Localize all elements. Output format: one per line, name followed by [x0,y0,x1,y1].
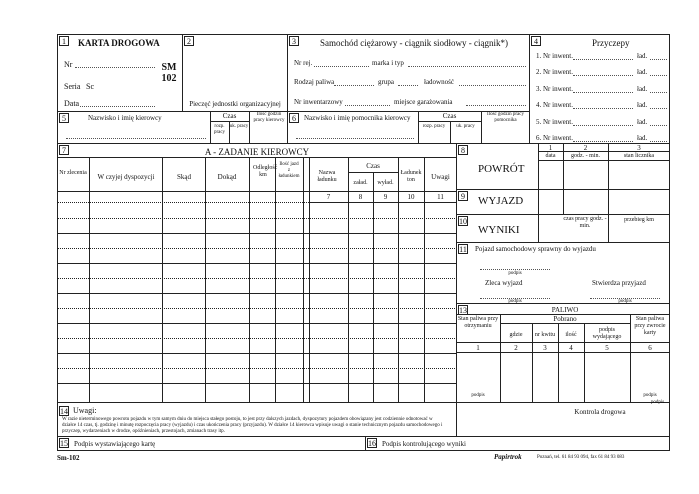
col-nazwa-ladunku: Nazwa ładunku [317,170,337,183]
czas-label: Czas [222,112,237,120]
marka-label: marka i typ [372,59,404,67]
task-row-line[interactable] [57,248,457,249]
wyjazd-label: WYJAZD [478,195,524,207]
col-dokad: Dokąd [217,173,237,181]
col-nr-zlecenia: Nr zlecenia [59,170,87,176]
vehicle-title: Samochód ciężarowy - ciągnik siodłowy - ciągnik*) [320,38,508,48]
col-uwagi: Uwagi [431,173,450,181]
col-czas: Czas [366,162,380,170]
lad-field[interactable] [650,141,667,142]
trailer-field[interactable] [573,141,633,142]
task-column-divider [275,157,276,403]
lad-field[interactable] [650,125,667,126]
lad-field[interactable] [650,108,667,109]
divider [538,214,539,243]
publisher-contact: Poznań, tel. 61 84 93 094, fax 61 84 93 083 [537,455,625,460]
section-number: 8 [458,145,468,155]
fuel-num-1: 1 [476,344,480,352]
miejsce-field[interactable] [466,105,526,106]
helper-field[interactable] [296,138,414,139]
nr-label: Nr [64,60,73,69]
ilosc-godzin-label: Ilość godzin pracy kierowcy [253,112,285,123]
col-zalad: załad. [353,180,368,186]
section-number: 10 [459,217,467,226]
trailer-3: 3. Nr inwent. [536,85,573,93]
trailer-field[interactable] [573,75,633,76]
col-num-10: 10 [407,193,415,201]
fuel-num-4: 4 [569,344,573,352]
lad-label: ład. [637,85,648,93]
stan-przy-zwrocie: Stan paliwa przy zwrocie karty [634,316,666,336]
form-code-number: 102 [161,73,177,84]
trailer-field[interactable] [573,59,633,60]
divider [57,202,309,203]
uk-label: uk. pracy [229,124,249,129]
task-row-line[interactable] [57,218,457,219]
section-number: 6 [289,113,299,123]
task-row-line[interactable] [57,353,457,354]
trailer-6: 6. Nr inwent. [536,134,573,142]
section-number: 7 [59,145,69,155]
pojazd-signature-field[interactable] [480,269,550,270]
grupa-field[interactable] [398,85,418,86]
podpis-label: podpis [650,400,665,405]
head-licznik: stan licznika [623,153,655,159]
task-row-line[interactable] [57,308,457,309]
stamp-label: Pieczęć jednostki organizacyjnej [189,100,281,108]
task-row-line[interactable] [57,293,457,294]
col-wylad: wyład. [377,180,394,186]
czas-pracy-label: czas pracy godz. - min. [563,216,607,229]
marka-field[interactable] [408,66,526,67]
lad-label: ład. [637,68,648,76]
driver-label: Nazwisko i imię kierowcy [88,114,162,122]
driver-field[interactable] [66,138,206,139]
col-odleglosc: Odległość km [253,165,278,178]
stan-przy-otrzymaniu: Stan paliwa przy otrzymaniu [457,316,499,329]
task-row-line[interactable] [57,368,457,369]
lad-field[interactable] [650,92,667,93]
podpis-label: podpis [643,393,657,398]
nr-inwentarzowy-field[interactable] [345,105,390,106]
divider [456,402,457,437]
podpis-label: podpis [508,271,522,276]
data-field[interactable] [80,106,155,107]
col-ladunek: Ładunek ton [400,170,422,183]
section-number: 16 [368,439,376,448]
top-num-2: 2 [583,144,588,152]
czas-label: Czas [442,112,457,120]
form-code-footer: Sm-102 [57,454,80,462]
nr-rej-field[interactable] [314,66,369,67]
task-column-divider [89,157,90,403]
rozp-label: rozp. pracy [213,124,226,135]
kontrola-label: Kontrola drogowa [574,408,626,416]
form-code: SM [161,62,177,73]
section-number: 15 [60,439,68,448]
nr-rej-label: Nr rej. [294,59,313,67]
divider [57,191,457,192]
top-num-1: 1 [548,144,553,152]
uk-label: uk. pracy [456,124,475,129]
uwagi-label: Uwagi: [73,406,97,415]
miejsce-label: miejsce garażowania [394,98,453,106]
col-num-8: 8 [358,193,363,201]
divider [309,202,457,203]
col-ilosc-jazd: Ilość jazd z ładunkiem [278,162,300,179]
nr-field[interactable] [75,67,155,68]
trailer-field[interactable] [573,125,633,126]
brand-logo: Papirtrok [494,453,522,461]
gdzie-label: gdzie [509,332,523,338]
nr-inwentarzowy-label: Nr inwentarzowy [294,98,343,106]
trailer-5: 5. Nr inwent. [536,118,573,126]
zleca-label: Zleca wyjazd [485,279,523,287]
trailer-1: 1. Nr inwent. [536,52,573,60]
section-number: 1 [59,36,69,46]
fuel-num-6: 6 [648,344,652,352]
divider [57,157,457,158]
section-number: 4 [531,36,541,46]
col-dyspozycja: W czyjej dyspozycji [97,173,155,181]
section-number: 3 [289,36,299,46]
fuel-num-5: 5 [605,344,609,352]
fuel-num-2: 2 [514,344,518,352]
lad-label: ład. [637,101,648,109]
divider [538,160,670,161]
lad-label: ład. [637,134,648,142]
divider [608,214,609,243]
task-row-line[interactable] [57,263,457,264]
podpis-wystawiajacego: Podpis wystawiającego kartę [74,440,156,448]
divider [563,189,564,215]
task-column-divider [205,157,206,403]
section-number: 11 [459,245,467,254]
task-row-line[interactable] [57,338,457,339]
rodzaj-paliwa-label: Rodzaj paliwa [294,78,335,86]
divider [500,314,501,403]
task-row-line[interactable] [57,233,457,234]
ladownosc-label: ładowność [424,78,454,86]
task-column-divider [303,157,304,403]
trailer-field[interactable] [573,92,633,93]
divider [608,189,609,215]
col-num-11: 11 [437,193,444,201]
section-number: 14 [60,407,68,416]
podpis-wydajacego-label: podpis wydającego [592,327,622,340]
data-label: Data [64,99,80,108]
powrot-label: POWRÓT [478,163,525,175]
ladownosc-field[interactable] [459,85,526,86]
section-number: 13 [459,306,467,315]
nr-kwitu-label: nr kwitu [534,332,556,338]
form-title: KARTA DROGOWA [78,38,160,48]
lad-field[interactable] [650,59,667,60]
task-title: A - ZADANIE KIEROWCY [204,147,310,157]
podpis-label: podpis [471,393,485,398]
head-godz: godz. - min. [571,153,600,159]
top-num-3: 3 [637,144,641,152]
pobrano-label: Pobrano [553,315,577,323]
divider [348,172,398,173]
divider [456,342,670,343]
col-num-7: 7 [326,193,331,201]
task-row-line[interactable] [57,383,457,384]
col-skad: Skąd [177,173,191,181]
seria-value: Sc [86,82,94,91]
lad-label: ład. [637,52,648,60]
stwierdza-label: Stwierdza przyjazd [592,279,646,287]
grupa-label: grupa [378,78,394,86]
trailer-4: 4. Nr inwent. [536,101,573,109]
divider [500,323,630,324]
rodzaj-paliwa-field[interactable] [334,85,374,86]
divider [481,111,482,144]
col-num-9: 9 [383,193,388,201]
wyniki-label: WYNIKI [478,224,520,236]
task-row-line[interactable] [57,323,457,324]
seria-label: Seria [64,82,81,91]
footer-note: W razie nieterminowego powrotu pojazdu w tym samym dniu do miejsca stałego postoju, to jest przy dalszych jazdach, dyspozytury pojazdem obowiązany jest codziennie odnotować w działce 14 czas, tj. godzinę i minutę rozpoczęcia pracy (wyjazdu) i czas ukończenia pracy (przyjazdu). W działce 14 kierowca wpisuje uwagi o stanie technicznym pojazdu samochodowego i przyczep, wydarzeniach w drodze, opóźnieniach, przestojach, zmianach trasy itp. [62,417,443,434]
helper-label: Nazwisko i imię pomocnika kierowcy [304,114,411,122]
podpis-label: podpis [508,299,522,304]
task-column-divider [162,157,163,403]
divider [538,189,539,215]
podpis-label: podpis [618,299,632,304]
section-number: 5 [59,113,69,123]
section-number: 9 [458,191,468,201]
fuel-num-3: 3 [543,344,547,352]
trailers-title: Przyczepy [592,38,630,48]
paliwo-title: PALIWO [551,306,579,314]
divider [249,111,250,144]
ilosc-godzin-pom-label: Ilość godzin pracy pomocnika [487,112,524,123]
task-column-divider [249,157,250,403]
lad-field[interactable] [650,75,667,76]
lad-label: ład. [637,118,648,126]
trailer-field[interactable] [573,108,633,109]
task-row-line[interactable] [57,278,457,279]
trailer-2: 2. Nr inwent. [536,68,573,76]
pojazd-sprawny-label: Pojazd samochodowy sprawny do wyjazdu [475,245,596,253]
podpis-kontrolujacego: Podpis kontrolującego wyniki [382,440,466,448]
divider [456,352,670,353]
przebieg-label: przebieg km [624,217,654,223]
head-data: data [545,153,556,159]
section-number: 2 [184,36,194,46]
rozp-label: rozp. pracy [422,124,446,129]
ilosc-label: ilość [565,332,577,338]
